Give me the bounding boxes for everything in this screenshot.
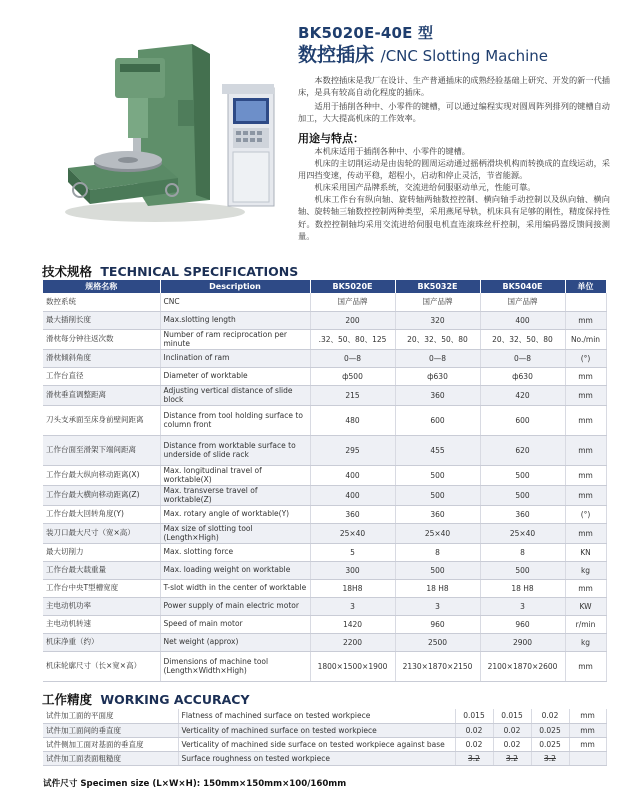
- spec-row: [43, 597, 606, 615]
- col-header: BK5040E: [480, 280, 565, 293]
- spec-row: [43, 615, 606, 633]
- spec-description-cell: Max size of slotting tool (Length×High): [160, 523, 310, 543]
- spec-row: [43, 543, 606, 561]
- spec-value-bk5040e: 18 H8: [480, 579, 565, 597]
- spec-row: [43, 349, 606, 367]
- spec-value-bk5032e: 500: [395, 485, 480, 505]
- spec-value-bk5032e: ф630: [395, 367, 480, 385]
- model-title: BK5020E-40E 型: [298, 24, 434, 42]
- spec-row: [43, 367, 606, 385]
- spec-name-cell: 装刀口最大尺寸（宽×高）: [43, 523, 160, 543]
- spec-value-bk5032e: 360: [395, 505, 480, 523]
- spec-value-bk5020e: 300: [310, 561, 395, 579]
- accuracy-value-bk5020e: 0.015: [455, 709, 493, 723]
- spec-value-bk5020e: ф500: [310, 367, 395, 385]
- product-title-en: /CNC Slotting Machine: [380, 47, 549, 65]
- spec-value-bk5032e: 3: [395, 597, 480, 615]
- spec-unit-cell: mm: [565, 651, 606, 681]
- spec-value-bk5032e: 600: [395, 405, 480, 435]
- spec-unit-cell: mm: [565, 405, 606, 435]
- accuracy-row: [43, 751, 606, 765]
- spec-section-title: [42, 262, 298, 280]
- feature-paragraph: 本机床适用于插削各种中、小零件的键槽。: [314, 146, 470, 156]
- spec-name-cell: 工作台中央T型槽宽度: [43, 579, 160, 597]
- spec-unit-cell: KN: [565, 543, 606, 561]
- features-heading: 用途与特点：: [298, 132, 364, 145]
- col-header: BK5032E: [395, 280, 480, 293]
- col-header: BK5020E: [310, 280, 395, 293]
- spec-name-cell: 最大插削长度: [43, 311, 160, 329]
- spec-value-bk5040e: 960: [480, 615, 565, 633]
- spec-section-title-zh: 技术规格: [42, 264, 93, 279]
- accuracy-unit-cell: [569, 751, 606, 765]
- intro-text: [298, 74, 610, 126]
- accuracy-value-bk5032e: 0.02: [493, 737, 531, 751]
- spec-unit-cell: mm: [565, 579, 606, 597]
- spec-description-cell: Diameter of worktable: [160, 367, 310, 385]
- spec-unit-cell: KW: [565, 597, 606, 615]
- spec-value-bk5020e: 0—8: [310, 349, 395, 367]
- spec-value-bk5032e: 320: [395, 311, 480, 329]
- accuracy-value-bk5040e: 3.2: [531, 751, 569, 765]
- spec-value-bk5040e: 500: [480, 561, 565, 579]
- col-header: 单位: [565, 280, 606, 293]
- accuracy-description-cell: Flatness of machined surface on tested workpiece: [178, 709, 455, 723]
- accuracy-value-bk5032e: 0.015: [493, 709, 531, 723]
- spec-name-cell: 主电动机功率: [43, 597, 160, 615]
- spec-value-bk5020e: 360: [310, 505, 395, 523]
- accuracy-unit-cell: mm: [569, 737, 606, 751]
- accuracy-section-title: [42, 690, 250, 708]
- spec-section-title-en: TECHNICAL SPECIFICATIONS: [100, 264, 299, 279]
- spec-value-bk5020e: 2200: [310, 633, 395, 651]
- spec-unit-cell: mm: [565, 311, 606, 329]
- spec-name-cell: 滑枕每分钟往返次数: [43, 329, 160, 349]
- accuracy-table: [43, 709, 607, 766]
- spec-row: [43, 485, 606, 505]
- spec-value-bk5040e: ф630: [480, 367, 565, 385]
- spec-value-bk5032e: 18 H8: [395, 579, 480, 597]
- spec-value-bk5040e: 400: [480, 311, 565, 329]
- spec-value-bk5032e: 960: [395, 615, 480, 633]
- spec-description-cell: Max. rotary angle of worktable(Y): [160, 505, 310, 523]
- accuracy-row: [43, 723, 606, 737]
- spec-value-bk5032e: 8: [395, 543, 480, 561]
- spec-value-bk5040e: 25×40: [480, 523, 565, 543]
- accuracy-unit-cell: mm: [569, 709, 606, 723]
- spec-name-cell: 工作台最大纵向移动距离(X): [43, 465, 160, 485]
- spec-value-bk5040e: 500: [480, 485, 565, 505]
- spec-name-cell: 机床净重（约）: [43, 633, 160, 651]
- spec-description-cell: Max. longitudinal travel of worktable(X): [160, 465, 310, 485]
- spec-description-cell: Max. transverse travel of worktable(Z): [160, 485, 310, 505]
- spec-value-bk5020e: 215: [310, 385, 395, 405]
- feature-paragraph: 机床采用国产品牌系统，交流进给伺服驱动单元，性能可靠。: [314, 182, 536, 193]
- spec-name-cell: 数控系统: [43, 293, 160, 311]
- spec-unit-cell: mm: [565, 385, 606, 405]
- accuracy-description-cell: Surface roughness on tested workpiece: [178, 751, 455, 765]
- spec-name-cell: 工作台最大载重量: [43, 561, 160, 579]
- spec-unit-cell: No./min: [565, 329, 606, 349]
- spec-unit-cell: r/min: [565, 615, 606, 633]
- accuracy-description-cell: Verticality of machined surface on tested workpiece: [178, 723, 455, 737]
- spec-name-cell: 滑枕垂直调整距离: [43, 385, 160, 405]
- col-header: 规格名称: [43, 280, 160, 293]
- spec-unit-cell: (°): [565, 505, 606, 523]
- accuracy-section-title-zh: 工作精度: [42, 692, 93, 707]
- cnc-slotting-machine-image: [60, 40, 290, 225]
- spec-description-cell: CNC: [160, 293, 310, 311]
- spec-unit-cell: kg: [565, 633, 606, 651]
- spec-unit-cell: [565, 293, 606, 311]
- spec-value-bk5040e: 国产品牌: [480, 293, 565, 311]
- spec-value-bk5040e: 360: [480, 505, 565, 523]
- spec-description-cell: Max. slotting force: [160, 543, 310, 561]
- accuracy-name-cell: 试件加工面间的垂直度: [43, 723, 178, 737]
- spec-unit-cell: (°): [565, 349, 606, 367]
- spec-value-bk5032e: 国产品牌: [395, 293, 480, 311]
- spec-row: [43, 505, 606, 523]
- accuracy-value-bk5020e: 0.02: [455, 723, 493, 737]
- spec-table: [43, 280, 607, 682]
- spec-value-bk5032e: 20、32、50、80: [395, 329, 480, 349]
- spec-value-bk5040e: 420: [480, 385, 565, 405]
- spec-value-bk5032e: 500: [395, 465, 480, 485]
- accuracy-unit-cell: mm: [569, 723, 606, 737]
- spec-name-cell: 工作台最大横向移动距离(Z): [43, 485, 160, 505]
- spec-value-bk5032e: 2130×1870×2150: [395, 651, 480, 681]
- accuracy-section-title-en: WORKING ACCURACY: [100, 692, 250, 707]
- feature-paragraph: 机床的主切削运动是由齿轮的圆周运动通过摇柄滑块机构而转换成的直线运动，采用四挡变速，传动平稳，超程小，启动和停止灵活，节省能源。: [298, 158, 610, 181]
- spec-description-cell: T-slot width in the center of worktable: [160, 579, 310, 597]
- product-title-zh: 数控插床: [298, 44, 375, 66]
- spec-value-bk5040e: 500: [480, 465, 565, 485]
- spec-row: [43, 405, 606, 435]
- spec-row: [43, 579, 606, 597]
- accuracy-value-bk5040e: 0.025: [531, 723, 569, 737]
- spec-value-bk5040e: 600: [480, 405, 565, 435]
- features-text: [298, 145, 610, 242]
- spec-description-cell: Max.slotting length: [160, 311, 310, 329]
- spec-value-bk5020e: 25×40: [310, 523, 395, 543]
- spec-description-cell: Adjusting vertical distance of slide block: [160, 385, 310, 405]
- spec-value-bk5040e: 8: [480, 543, 565, 561]
- intro-paragraph: 适用于插削各种中、小零件的键槽，可以通过编程实现对圆周阵列排列的键槽自动加工，大大提高机床的工作效率。: [298, 100, 610, 124]
- spec-row: [43, 633, 606, 651]
- accuracy-value-bk5032e: 0.02: [493, 723, 531, 737]
- accuracy-description-cell: Verticality of machined side surface on tested workpiece against base: [178, 737, 455, 751]
- spec-value-bk5040e: 3: [480, 597, 565, 615]
- spec-unit-cell: mm: [565, 485, 606, 505]
- spec-unit-cell: mm: [565, 523, 606, 543]
- spec-row: [43, 293, 606, 311]
- accuracy-row: [43, 709, 606, 723]
- spec-unit-cell: mm: [565, 367, 606, 385]
- spec-description-cell: Max. loading weight on worktable: [160, 561, 310, 579]
- spec-value-bk5040e: 2100×1870×2600: [480, 651, 565, 681]
- spec-description-cell: Inclination of ram: [160, 349, 310, 367]
- spec-row: [43, 329, 606, 349]
- accuracy-row: [43, 737, 606, 751]
- spec-row: [43, 385, 606, 405]
- accuracy-value-bk5020e: 0.02: [455, 737, 493, 751]
- accuracy-value-bk5040e: 0.025: [531, 737, 569, 751]
- intro-paragraph: 本数控插床是我厂在设计、生产普通插床的成熟经验基础上研究、开发的新一代插床，是具有较高自动化程度的插床。: [298, 75, 610, 98]
- spec-value-bk5020e: 400: [310, 465, 395, 485]
- col-header: Description: [160, 280, 310, 293]
- spec-name-cell: 刀头支承面至床身前壁间距离: [43, 405, 160, 435]
- spec-description-cell: Distance from worktable surface to underside of slide rack: [160, 435, 310, 465]
- product-title: [298, 40, 548, 67]
- spec-value-bk5040e: 2900: [480, 633, 565, 651]
- spec-row: [43, 561, 606, 579]
- spec-description-cell: Dimensions of machine tool (Length×Width×High): [160, 651, 310, 681]
- specimen-size: 试件尺寸 Specimen size (L×W×H): 150mm×150mm×100/160mm: [43, 779, 347, 789]
- spec-description-cell: Power supply of main electric motor: [160, 597, 310, 615]
- spec-value-bk5040e: 0—8: [480, 349, 565, 367]
- spec-value-bk5020e: 200: [310, 311, 395, 329]
- spec-name-cell: 最大切削力: [43, 543, 160, 561]
- spec-description-cell: Net weight (approx): [160, 633, 310, 651]
- spec-value-bk5032e: 0—8: [395, 349, 480, 367]
- spec-row: [43, 311, 606, 329]
- spec-value-bk5040e: 620: [480, 435, 565, 465]
- spec-value-bk5020e: 480: [310, 405, 395, 435]
- spec-value-bk5020e: 295: [310, 435, 395, 465]
- spec-value-bk5032e: 2500: [395, 633, 480, 651]
- spec-name-cell: 工作台面至滑架下端间距离: [43, 435, 160, 465]
- accuracy-value-bk5040e: 0.02: [531, 709, 569, 723]
- spec-description-cell: Speed of main motor: [160, 615, 310, 633]
- accuracy-value-bk5020e: 3.2: [455, 751, 493, 765]
- spec-value-bk5020e: .32、50、80、125: [310, 329, 395, 349]
- spec-row: [43, 435, 606, 465]
- spec-value-bk5020e: 1800×1500×1900: [310, 651, 395, 681]
- accuracy-name-cell: 试件侧加工面对基面的垂直度: [43, 737, 178, 751]
- feature-paragraph: 机床工作台有纵向轴、旋转轴两轴数控控制、横向轴手动控制以及纵向轴、横向轴、旋转轴三轴数控控制两种类型，采用燕尾导轨，机床具有足够的刚性，精度保持性好。数控控制轴均采用交流进给伺服电机直连滚珠丝杆控制，采用编码器反馈间接测量。: [298, 194, 610, 241]
- spec-name-cell: 工作台最大回转角度(Y): [43, 505, 160, 523]
- spec-unit-cell: mm: [565, 435, 606, 465]
- spec-header-row: [43, 280, 606, 293]
- spec-row: [43, 523, 606, 543]
- spec-description-cell: Distance from tool holding surface to column front: [160, 405, 310, 435]
- spec-row: [43, 465, 606, 485]
- spec-value-bk5020e: 400: [310, 485, 395, 505]
- spec-name-cell: 滑枕倾斜角度: [43, 349, 160, 367]
- spec-unit-cell: mm: [565, 465, 606, 485]
- accuracy-name-cell: 试件加工面表面粗糙度: [43, 751, 178, 765]
- spec-unit-cell: kg: [565, 561, 606, 579]
- spec-value-bk5032e: 500: [395, 561, 480, 579]
- hero-section: [0, 0, 625, 255]
- spec-name-cell: 机床轮廓尺寸（长×宽×高）: [43, 651, 160, 681]
- spec-name-cell: 工作台直径: [43, 367, 160, 385]
- spec-value-bk5020e: 18H8: [310, 579, 395, 597]
- spec-name-cell: 主电动机转速: [43, 615, 160, 633]
- spec-row: [43, 651, 606, 681]
- spec-value-bk5032e: 455: [395, 435, 480, 465]
- accuracy-name-cell: 试件加工面的平面度: [43, 709, 178, 723]
- spec-value-bk5020e: 5: [310, 543, 395, 561]
- spec-value-bk5032e: 360: [395, 385, 480, 405]
- spec-value-bk5032e: 25×40: [395, 523, 480, 543]
- accuracy-value-bk5032e: 3.2: [493, 751, 531, 765]
- spec-value-bk5020e: 3: [310, 597, 395, 615]
- spec-value-bk5020e: 国产品牌: [310, 293, 395, 311]
- spec-value-bk5020e: 1420: [310, 615, 395, 633]
- spec-description-cell: Number of ram reciprocation per minute: [160, 329, 310, 349]
- spec-value-bk5040e: 20、32、50、80: [480, 329, 565, 349]
